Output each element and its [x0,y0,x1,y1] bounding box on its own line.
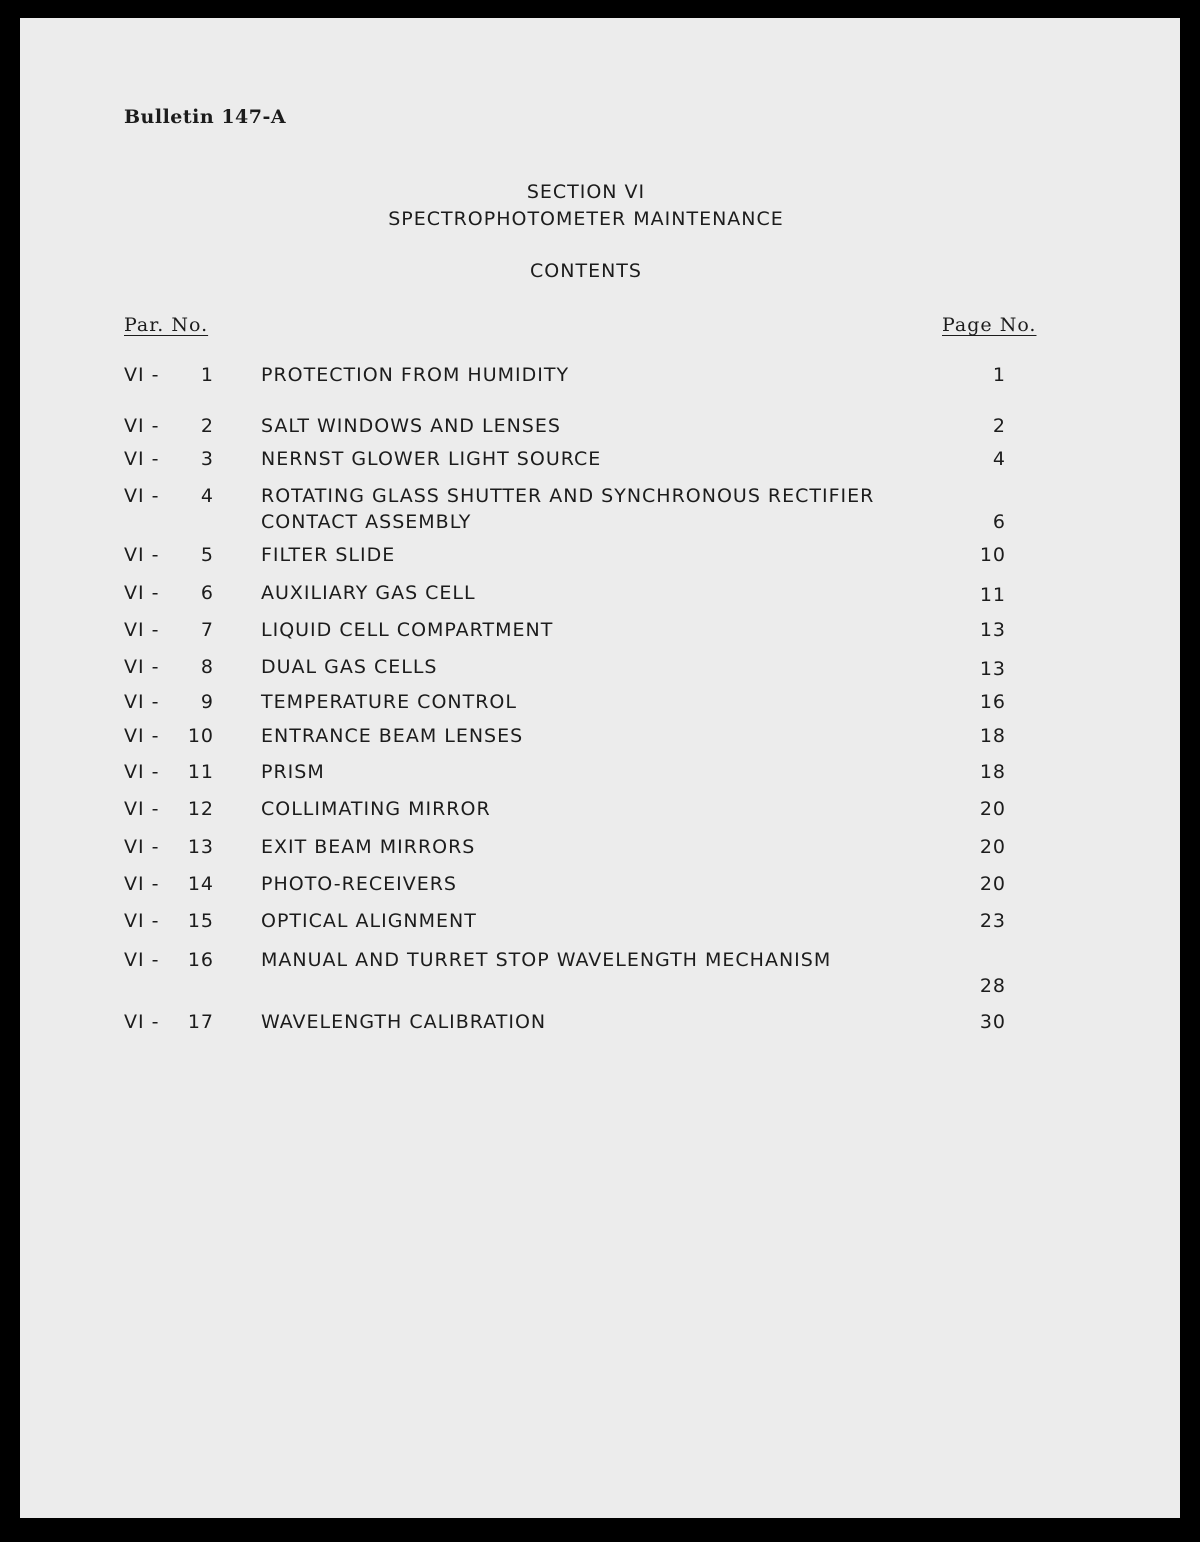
page-number: 18 [979,725,1006,747]
entry-title: AUXILIARY GAS CELL [261,582,476,604]
page-no-column-header: Page No. [942,314,1037,336]
page-number: 20 [979,836,1006,858]
page-number: 13 [979,658,1006,680]
page-number: 6 [992,511,1006,533]
paragraph-number: VI - 1 [124,364,214,386]
paragraph-number: VI - 10 [124,725,214,747]
paragraph-number: VI - 11 [124,761,214,783]
entry-title: LIQUID CELL COMPARTMENT [261,619,554,641]
page-number: 11 [979,584,1006,606]
paragraph-number: VI - 5 [124,544,214,566]
contents-heading: CONTENTS [530,260,642,282]
page-number: 30 [979,1011,1006,1033]
section-title: SECTION VI [526,181,646,203]
paragraph-number: VI - 9 [124,691,214,713]
entry-title: COLLIMATING MIRROR [261,798,491,820]
entry-title: TEMPERATURE CONTROL [261,691,517,713]
paragraph-number: VI - 3 [124,448,214,470]
paragraph-number: VI - 13 [124,836,214,858]
paragraph-number: VI - 16 [124,949,214,971]
par-no-column-header: Par. No. [124,314,209,336]
section-subtitle: SPECTROPHOTOMETER MAINTENANCE [388,208,784,230]
paragraph-number: VI - 17 [124,1011,214,1033]
page-number: 10 [979,544,1006,566]
paragraph-number: VI - 6 [124,582,214,604]
paragraph-number: VI - 15 [124,910,214,932]
entry-title: SALT WINDOWS AND LENSES [261,415,561,437]
entry-title: PHOTO-RECEIVERS [261,873,457,895]
entry-title: DUAL GAS CELLS [261,656,438,678]
paragraph-number: VI - 14 [124,873,214,895]
paragraph-number: VI - 4 [124,485,214,507]
entry-title: MANUAL AND TURRET STOP WAVELENGTH MECHANISM [261,949,832,971]
page-number: 13 [979,619,1006,641]
page-number: 16 [979,691,1006,713]
entry-title: PRISM [261,761,325,783]
page-number: 2 [992,415,1006,437]
entry-title: ENTRANCE BEAM LENSES [261,725,524,747]
paragraph-number: VI - 2 [124,415,214,437]
entry-title: NERNST GLOWER LIGHT SOURCE [261,448,602,470]
page-number: 28 [979,975,1006,997]
paragraph-number: VI - 8 [124,656,214,678]
page-number: 18 [979,761,1006,783]
page-number: 1 [992,364,1006,386]
entry-title: PROTECTION FROM HUMIDITY [261,364,570,386]
bulletin-number: Bulletin 147-A [124,106,287,128]
page-number: 4 [992,448,1006,470]
entry-title: FILTER SLIDE [261,544,396,566]
entry-title: EXIT BEAM MIRRORS [261,836,476,858]
paragraph-number: VI - 12 [124,798,214,820]
entry-title: WAVELENGTH CALIBRATION [261,1011,547,1033]
document-page [20,18,1180,1518]
page-number: 20 [979,873,1006,895]
entry-title: ROTATING GLASS SHUTTER AND SYNCHRONOUS RECTIFIER CONTACT ASSEMBLY [261,485,875,533]
paragraph-number: VI - 7 [124,619,214,641]
page-number: 20 [979,798,1006,820]
page-number: 23 [979,910,1006,932]
entry-title: OPTICAL ALIGNMENT [261,910,477,932]
